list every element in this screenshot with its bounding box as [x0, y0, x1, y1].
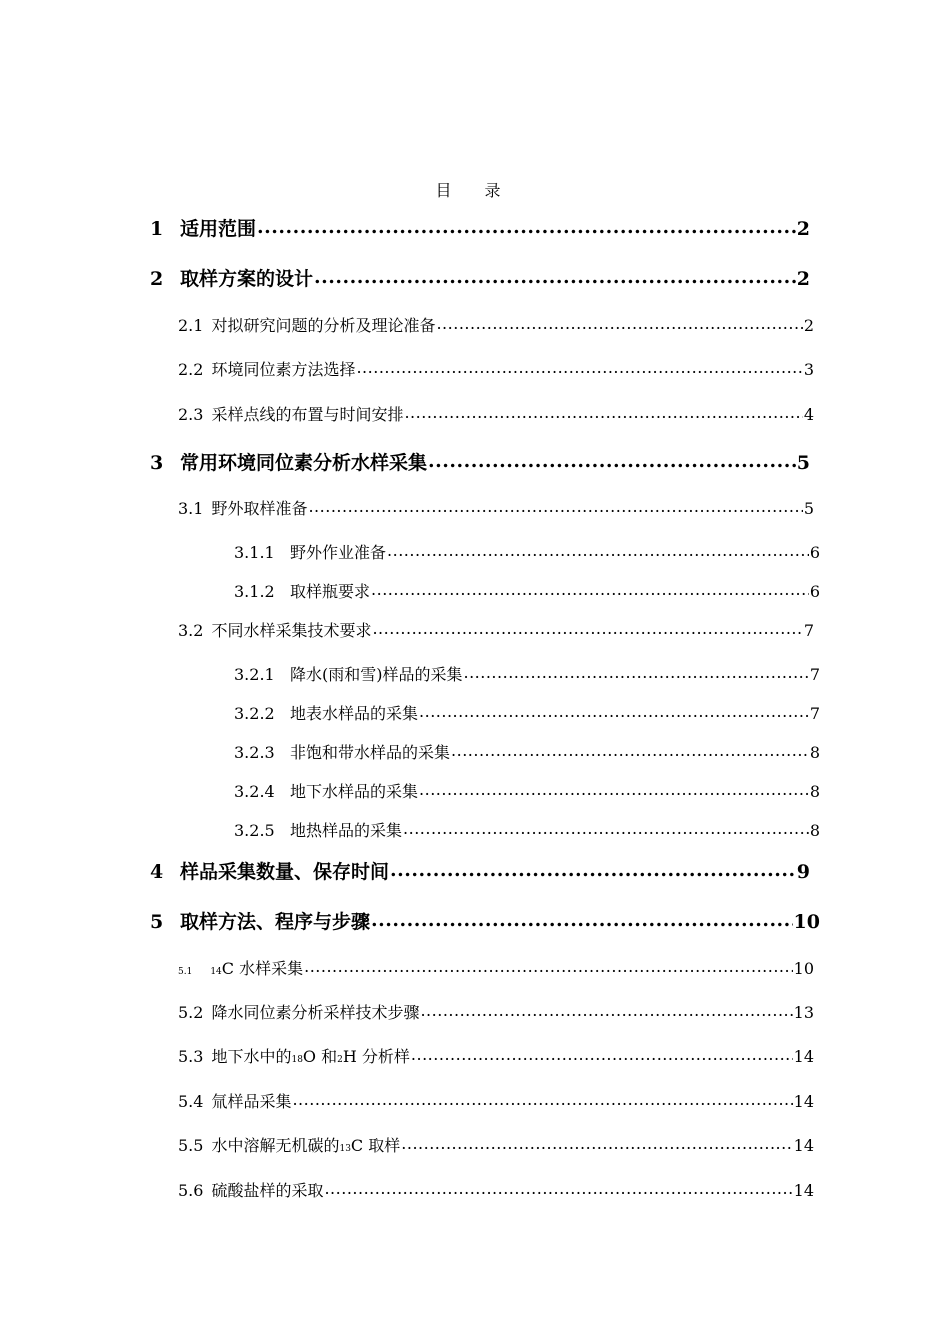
toc-number: 3.2.2 — [234, 704, 275, 723]
toc-text: 环境同位素方法选择 — [211, 360, 356, 379]
toc-text-part: 水中溶解无机碳的 — [211, 1136, 340, 1155]
toc-number: 5.6 — [178, 1181, 204, 1200]
toc-number: 3.1.2 — [234, 582, 275, 601]
toc-entry-4[interactable] — [150, 857, 810, 884]
toc-entry-2-1[interactable] — [178, 313, 814, 336]
toc-text: 取样方法、程序与步骤 — [180, 911, 371, 933]
toc-number: 3.2.1 — [234, 665, 275, 684]
toc-number: 2.2 — [178, 360, 204, 379]
toc-text: 地下水样品的采集 — [290, 782, 419, 801]
toc-entry-3-2-1[interactable] — [234, 662, 820, 685]
toc-text: 地表水样品的采集 — [290, 704, 419, 723]
toc-number: 2.1 — [178, 316, 204, 335]
toc-text: 取样方案的设计 — [180, 268, 314, 290]
dot-leader — [403, 820, 809, 836]
toc-text: 硫酸盐样的采取 — [211, 1181, 324, 1200]
toc-text-part: 地下水中的 — [211, 1047, 292, 1066]
toc-entry-3-2-2[interactable] — [234, 701, 820, 724]
toc-entry-3-1-1[interactable] — [234, 540, 820, 563]
toc-page: 8 — [809, 743, 820, 762]
toc-entry-5-4[interactable] — [178, 1089, 814, 1112]
dot-leader — [428, 450, 796, 469]
toc-page: 14 — [793, 1047, 814, 1066]
toc-text-part: O 和 — [302, 1047, 338, 1066]
toc-number: 1 — [150, 218, 164, 240]
toc-page: 4 — [803, 405, 814, 424]
toc-text: 氚样品采集 — [211, 1092, 292, 1111]
toc-entry-3[interactable] — [150, 448, 810, 475]
toc-page: 10 — [793, 911, 820, 933]
toc-text: C 水样采集 — [221, 959, 304, 978]
toc-entry-5-5[interactable]: 5.5 水中溶解无机碳的 13 C 取样 ..... 14 — [178, 1133, 814, 1156]
toc-entry-3-2-5[interactable] — [234, 818, 820, 841]
toc-number: 2.3 — [178, 405, 204, 424]
dot-leader — [436, 315, 802, 331]
toc-text: 地热样品的采集 — [290, 821, 403, 840]
toc-text: 对拟研究问题的分析及理论准备 — [211, 316, 436, 335]
toc-number: 3 — [150, 452, 164, 474]
toc-page: 13 — [793, 1003, 814, 1022]
toc-entry-2-3[interactable] — [178, 402, 814, 425]
toc-number: 3.1.1 — [234, 543, 275, 562]
toc-number: 5.5 — [178, 1136, 204, 1155]
toc-number: 5.4 — [178, 1092, 204, 1111]
toc-page: 2 — [796, 218, 810, 240]
toc-text: 采样点线的布置与时间安排 — [211, 405, 404, 424]
toc-entry-3-2-3[interactable] — [234, 740, 820, 763]
toc-page: 5 — [803, 499, 814, 518]
toc-entry-1[interactable] — [150, 214, 810, 241]
toc-title: 目 录 — [435, 181, 515, 200]
toc-page: 14 — [793, 1136, 814, 1155]
dot-leader — [420, 1002, 792, 1018]
toc-text: 取样瓶要求 — [290, 582, 371, 601]
dot-leader — [371, 909, 793, 928]
toc-entry-2-2[interactable] — [178, 357, 814, 380]
toc-text: 降水(雨和雪)样品的采集 — [290, 665, 463, 684]
dot-leader — [419, 781, 809, 797]
toc-number: 2 — [150, 268, 164, 290]
toc-entry-3-2-4[interactable] — [234, 779, 820, 802]
toc-text: 常用环境同位素分析水样采集 — [180, 452, 428, 474]
dot-leader — [390, 859, 796, 878]
dot-leader — [451, 742, 809, 758]
toc-text: 适用范围 — [180, 218, 257, 240]
toc-entry-3-1[interactable] — [178, 496, 814, 519]
toc-number: 5.2 — [178, 1003, 204, 1022]
toc-text: 野外取样准备 — [211, 499, 308, 518]
toc-page: 8 — [809, 821, 820, 840]
toc-page: 7 — [803, 621, 814, 640]
dot-leader — [257, 216, 796, 235]
dot-leader — [308, 498, 802, 514]
toc-entry-5-2[interactable] — [178, 1000, 814, 1023]
toc-page: 9 — [796, 861, 810, 883]
toc-text: 野外作业准备 — [290, 543, 387, 562]
toc-text: 样品采集数量、保存时间 — [180, 861, 390, 883]
toc-page: 14 — [793, 1092, 814, 1111]
toc-entry-5-1[interactable]: 5.1 14 C 水样采集 ..... 10 — [178, 956, 814, 979]
dot-leader — [372, 620, 802, 636]
dot-leader — [324, 1180, 792, 1196]
toc-text: 非饱和带水样品的采集 — [290, 743, 451, 762]
toc-entry-3-1-2[interactable] — [234, 579, 820, 602]
toc-text: 不同水样采集技术要求 — [211, 621, 372, 640]
toc-page: 3 — [803, 360, 814, 379]
toc-text: 降水同位素分析采样技术步骤 — [211, 1003, 420, 1022]
dot-leader — [387, 542, 809, 558]
toc-number: 3.2 — [178, 621, 204, 640]
dot-leader — [411, 1046, 793, 1062]
toc-entry-5[interactable] — [150, 907, 820, 934]
toc-page: 6 — [809, 543, 820, 562]
toc-number: 3.2.3 — [234, 743, 275, 762]
toc-text-part: C 取样 — [350, 1136, 401, 1155]
dot-leader — [292, 1091, 792, 1107]
toc-number: 3.1 — [178, 499, 204, 518]
toc-number: 3.2.5 — [234, 821, 275, 840]
dot-leader — [356, 359, 802, 375]
toc-number: 3.2.4 — [234, 782, 275, 801]
toc-entry-5-3[interactable]: 5.3 地下水中的 18 O 和 2 H 分析样 ..... 14 — [178, 1044, 814, 1067]
toc-page: 5 — [796, 452, 810, 474]
toc-entry-5-6[interactable] — [178, 1178, 814, 1201]
toc-page: 8 — [809, 782, 820, 801]
toc-page: 7 — [809, 665, 820, 684]
dot-leader — [419, 703, 809, 719]
toc-number: 4 — [150, 861, 164, 883]
toc-page: 2 — [796, 268, 810, 290]
dot-leader — [314, 266, 796, 285]
toc-page: 10 — [793, 959, 814, 978]
toc-entry-2[interactable] — [150, 264, 810, 291]
toc-number: 5.3 — [178, 1047, 204, 1066]
dot-leader — [404, 404, 802, 420]
dot-leader — [304, 958, 793, 974]
dot-leader — [464, 664, 809, 680]
toc-page: 14 — [793, 1181, 814, 1200]
dot-leader — [401, 1135, 792, 1151]
toc-page: 7 — [809, 704, 820, 723]
toc-page: 6 — [809, 582, 820, 601]
toc-number: 5 — [150, 911, 164, 933]
toc-text-part: H 分析样 — [342, 1047, 410, 1066]
dot-leader — [371, 581, 809, 597]
toc-entry-3-2[interactable] — [178, 618, 814, 641]
toc-page: 2 — [803, 316, 814, 335]
